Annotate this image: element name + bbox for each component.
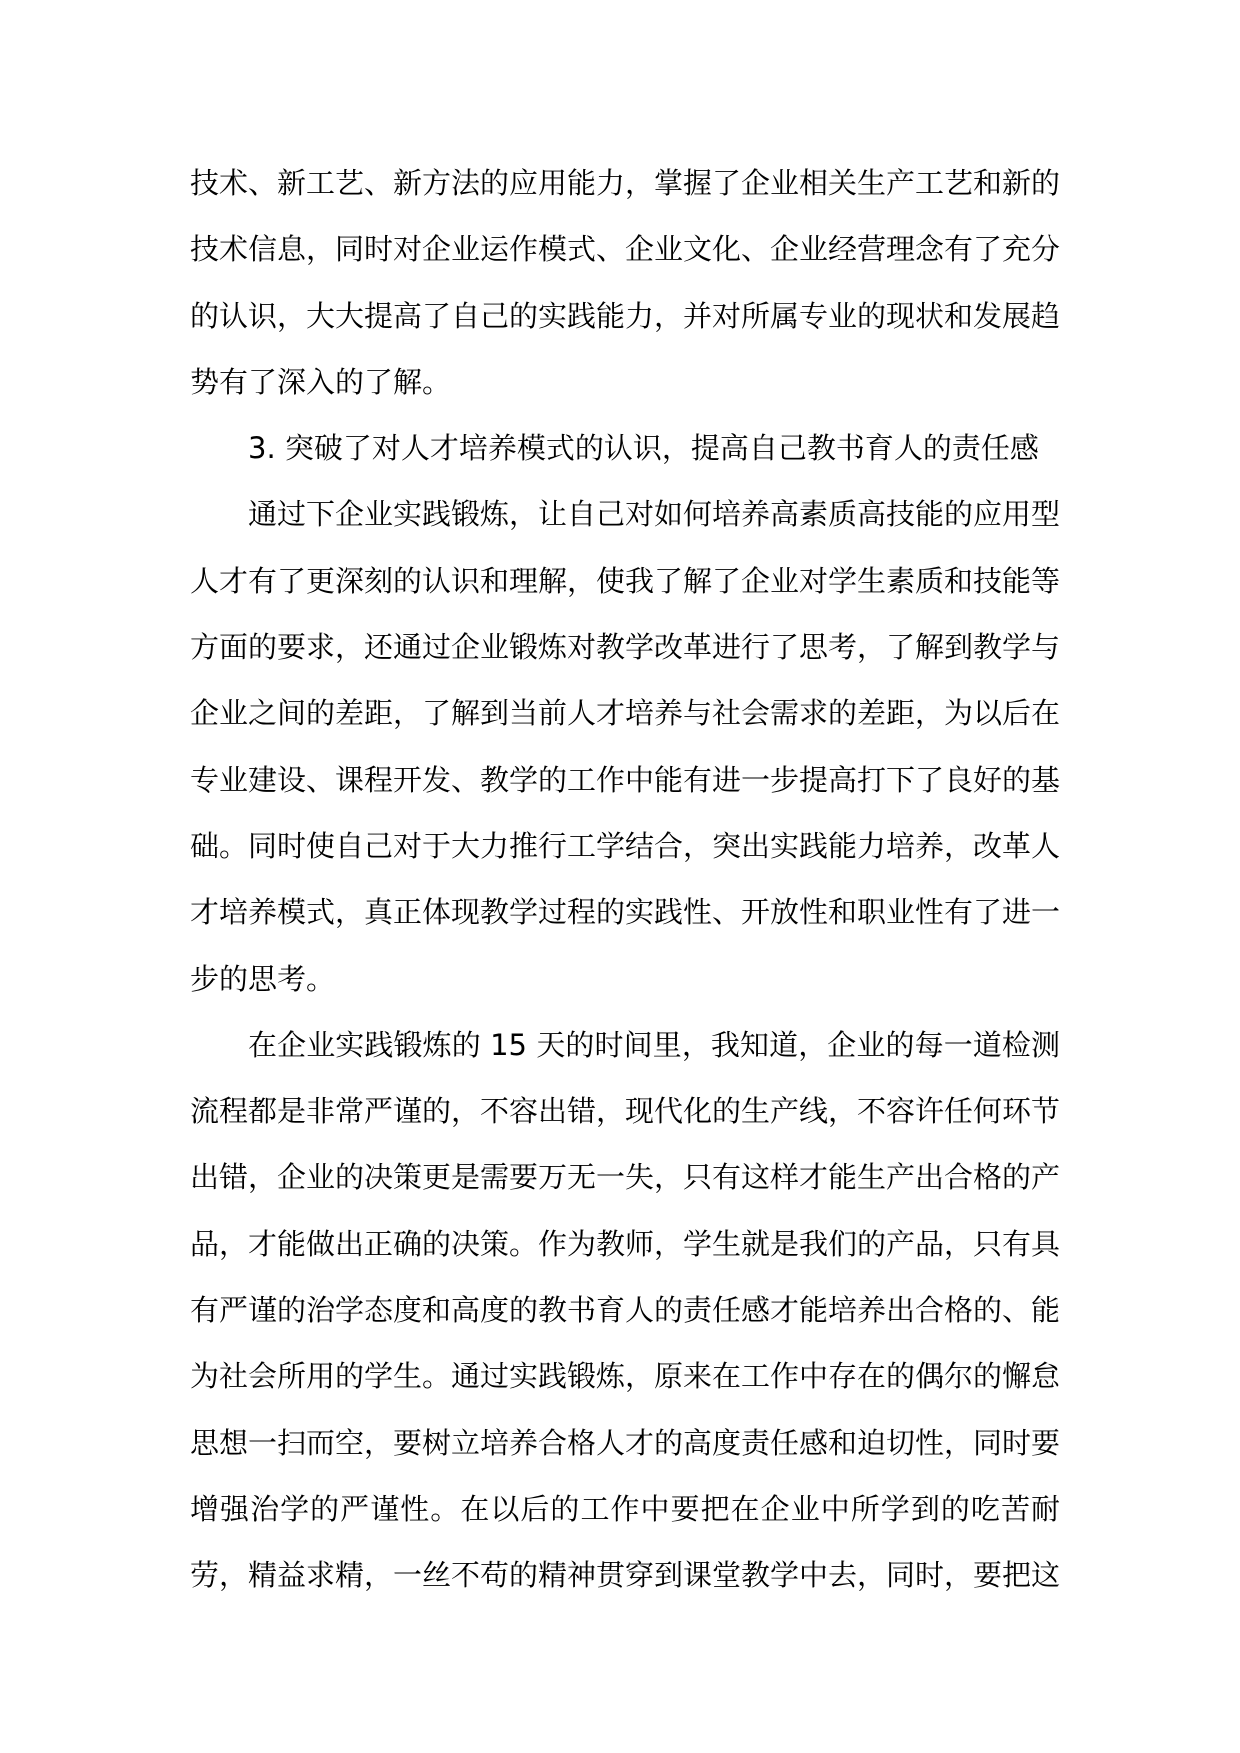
text-line: 为社会所用的学生。通过实践锻炼，原来在工作中存在的偶尔的懈怠 [190, 1359, 1060, 1394]
body-text [190, 150, 1060, 1609]
section-heading: 3. 突破了对人才培养模式的认识，提高自己教书育人的责任感 [248, 431, 1039, 466]
text-line: 才培养模式，真正体现教学过程的实践性、开放性和职业性有了进一 [190, 895, 1060, 930]
text-line: 步的思考。 [190, 961, 336, 996]
text-line: 专业建设、课程开发、教学的工作中能有进一步提高打下了良好的基 [190, 762, 1060, 797]
text-line: 出错，企业的决策更是需要万无一失，只有这样才能生产出合格的产 [190, 1160, 1060, 1195]
text-line: 在企业实践锻炼的 15 天的时间里，我知道，企业的每一道检测 [248, 1027, 1060, 1062]
text-line: 企业之间的差距，了解到当前人才培养与社会需求的差距，为以后在 [190, 696, 1060, 731]
text-line: 思想一扫而空，要树立培养合格人才的高度责任感和迫切性，同时要 [190, 1425, 1060, 1460]
text-line: 流程都是非常严谨的，不容出错，现代化的生产线，不容许任何环节 [190, 1094, 1060, 1129]
text-line: 有严谨的治学态度和高度的教书育人的责任感才能培养出合格的、能 [190, 1293, 1060, 1328]
text-line: 增强治学的严谨性。在以后的工作中要把在企业中所学到的吃苦耐 [190, 1491, 1060, 1526]
text-line: 的认识，大大提高了自己的实践能力，并对所属专业的现状和发展趋 [190, 298, 1060, 333]
text-line: 通过下企业实践锻炼，让自己对如何培养高素质高技能的应用型 [248, 497, 1060, 532]
text-line: 品，才能做出正确的决策。作为教师，学生就是我们的产品，只有具 [190, 1226, 1060, 1261]
text-line: 础。同时使自己对于大力推行工学结合，突出实践能力培养，改革人 [190, 828, 1060, 863]
text-line: 人才有了更深刻的认识和理解，使我了解了企业对学生素质和技能等 [190, 563, 1060, 598]
text-line: 技术、新工艺、新方法的应用能力，掌握了企业相关生产工艺和新的 [190, 166, 1060, 200]
text-line: 方面的要求，还通过企业锻炼对教学改革进行了思考，了解到教学与 [190, 630, 1060, 665]
text-line: 势有了深入的了解。 [190, 364, 452, 399]
text-line: 劳，精益求精，一丝不苟的精神贯穿到课堂教学中去，同时，要把这 [190, 1558, 1060, 1593]
text-line: 技术信息，同时对企业运作模式、企业文化、企业经营理念有了充分 [190, 232, 1060, 267]
